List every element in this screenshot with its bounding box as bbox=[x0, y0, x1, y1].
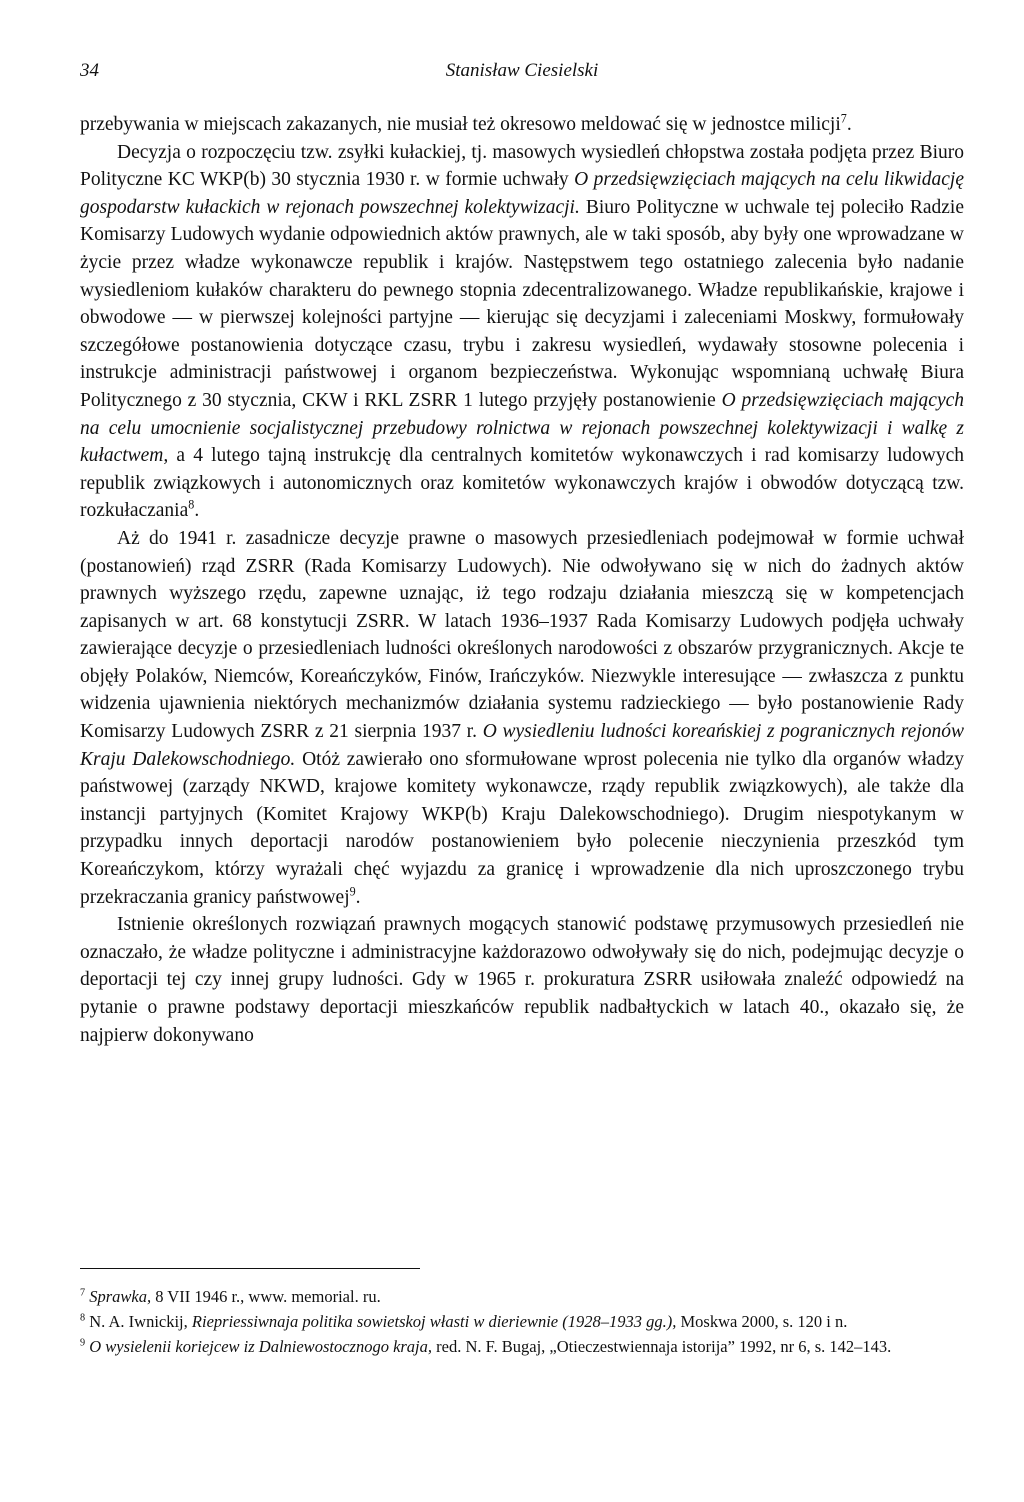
body-text bbox=[80, 111, 964, 1049]
paragraph-continuation bbox=[80, 111, 964, 139]
page-number: 34 bbox=[80, 60, 99, 81]
footnote-number: 8 bbox=[80, 1312, 86, 1324]
text-run: Otóż zawierało ono sformułowane wprost polecenia nie tylko dla organów władzy państwowej (zarządy NKWD, krajowe komitety wykonawcze, rządy republik związkowych), ale także dla instancji partyjnych (Komitet Krajowy WKP(b) Kraju Dalekowschodniego). Drugim niespotykanym w przypadku innych deportacji narodów postanowieniem było polecenie nieczynienia przeszkód tym Koreańczykom, którzy wyrażali chęć wyjazdu za granicę i wprowadzenie dla nich uproszczonego trybu przekraczania granicy państwowej bbox=[80, 748, 964, 908]
text-run: . bbox=[355, 886, 361, 908]
footnote-text: 8 VII 1946 r., www. memorial. ru. bbox=[151, 1287, 381, 1306]
footnote-text: red. N. F. Bugaj, „Otieczestwiennaja istorija” 1992, nr 6, s. 142–143. bbox=[432, 1337, 892, 1356]
footnote-text: N. A. Iwnickij, bbox=[85, 1312, 192, 1331]
italic-title: O wysielenii koriejcew iz Dalniewostocznogo kraja, bbox=[89, 1337, 433, 1356]
footnote-divider bbox=[80, 1268, 420, 1269]
paragraph bbox=[80, 911, 964, 1049]
footnote-ref-9: 9 bbox=[349, 884, 356, 899]
text-run: . bbox=[846, 114, 852, 135]
footnote-number: 7 bbox=[80, 1287, 86, 1299]
italic-title: Sprawka, bbox=[89, 1287, 152, 1306]
page-header bbox=[80, 60, 964, 90]
footnote-text: Moskwa 2000, s. 120 i n. bbox=[676, 1312, 848, 1331]
footnotes bbox=[80, 1285, 964, 1360]
paragraph bbox=[80, 525, 964, 911]
text-run: Aż do 1941 r. zasadnicze decyzje prawne o masowych przesiedleniach podejmował w formie uchwał (postanowień) rząd ZSRR (Rada Komisarzy Ludowych). Nie odwoływano się w nich do żadnych aktów prawnych wyższego rzędu, zapewne uznając, iż tego rodzaju działania mieszczą się w kompetencjach zapisanych w art. 68 konstytucji ZSRR. W latach 1936–1937 Rada Komisarzy Ludowych podjęła uchwały zawierające decyzje o przesiedleniach ludności określonych narodowości z obszarów przygranicznych. Akcje te objęły Polaków, Niemców, Koreańczyków, Finów, Irańczyków. Niezwykle interesujące — zwłaszcza z punktu widzenia ujawnienia niektórych mechanizmów działania systemu radzieckiego — było postanowienie Rady Komisarzy Ludowych ZSRR z 21 sierpnia 1937 r. bbox=[80, 527, 964, 743]
running-head-author: Stanisław Ciesielski bbox=[445, 60, 599, 81]
text-run: . bbox=[194, 500, 200, 522]
paragraph bbox=[80, 139, 964, 525]
text-run: a 4 lutego tajną instrukcję dla centralnych komitetów wykonawczych i rad komisarzy ludowych republik związkowych i autonomicznych oraz komitetów wykonawczych krajów i obwodów dotyczącą tzw. rozkułaczania bbox=[80, 445, 964, 522]
text-run: Biuro Polityczne w uchwale tej poleciło Radzie Komisarzy Ludowych wydanie odpowiednich aktów prawnych, ale w taki sposób, aby były one wprowadzane w życie przez władze wykonawcze republik i krajów. Następstwem tego ostatniego zalecenia było nadanie wysiedleniom kułaków charakteru do pewnego stopnia zdecentralizowanego. Władze republikańskie, krajowe i obwodowe — w pierwszej kolejności partyjne — kierując się decyzjami i zaleceniami Moskwy, formułowały szczegółowe postanowienia dotyczące czasu, trybu i zakresu wysiedleń, wydawały stosowne polecenia i instrukcje administracji państwowej i organom bezpieczeństwa. Wykonując wspomnianą uchwałę Biura Politycznego z 30 stycznia, CKW i RKL ZSRR 1 lutego przyjęły postanowienie bbox=[80, 196, 964, 411]
italic-title: Riepriessiwnaja politika sowietskoj własti w dieriewnie (1928–1933 gg.), bbox=[191, 1312, 677, 1331]
footnote-9 bbox=[80, 1335, 964, 1359]
italic-title: O wysiedleniu ludności koreańskiej z pogranicznych rejonów Kraju Dalekowschodniego. bbox=[80, 721, 964, 770]
footnote-ref-7: 7 bbox=[840, 111, 847, 126]
text-run: Istnienie określonych rozwiązań prawnych mogących stanowić podstawę przymusowych przesiedleń nie oznaczało, że władze polityczne i administracyjne każdorazowo odwoływały się do nich, podejmując decyzje o deportacji tej czy innej grupy ludności. Gdy w 1965 r. prokuratura ZSRR usiłowała znaleźć odpowiedź na pytanie o prawne podstawy deportacji mieszkańców republik nadbałtyckich w latach 40., okazało się, że najpierw dokonywano bbox=[80, 914, 964, 1046]
text-run: Decyzja o rozpoczęciu tzw. zsyłki kułackiej, tj. masowych wysiedleń chłopstwa została podjęta przez Biuro Polityczne KC WKP(b) 30 stycznia 1930 r. w formie uchwały bbox=[80, 141, 964, 191]
footnote-7 bbox=[80, 1285, 964, 1309]
italic-title: O przedsięwzięciach mających na celu likwidację gospodarstw kułackich w rejonach powszechnej kolektywizacji. bbox=[80, 169, 965, 218]
text-run: przebywania w miejscach zakazanych, nie musiał też okresowo meldować się w jednostce milicji bbox=[80, 114, 841, 135]
footnote-8 bbox=[80, 1310, 964, 1334]
footnote-number: 9 bbox=[80, 1337, 86, 1349]
footnote-ref-8: 8 bbox=[188, 497, 195, 512]
italic-title: O przedsięwzięciach mających na celu umocnienie socjalistycznej przebudowy rolnictwa w rejonach powszechnej kolektywizacji i walkę z kułactwem, bbox=[80, 389, 965, 467]
